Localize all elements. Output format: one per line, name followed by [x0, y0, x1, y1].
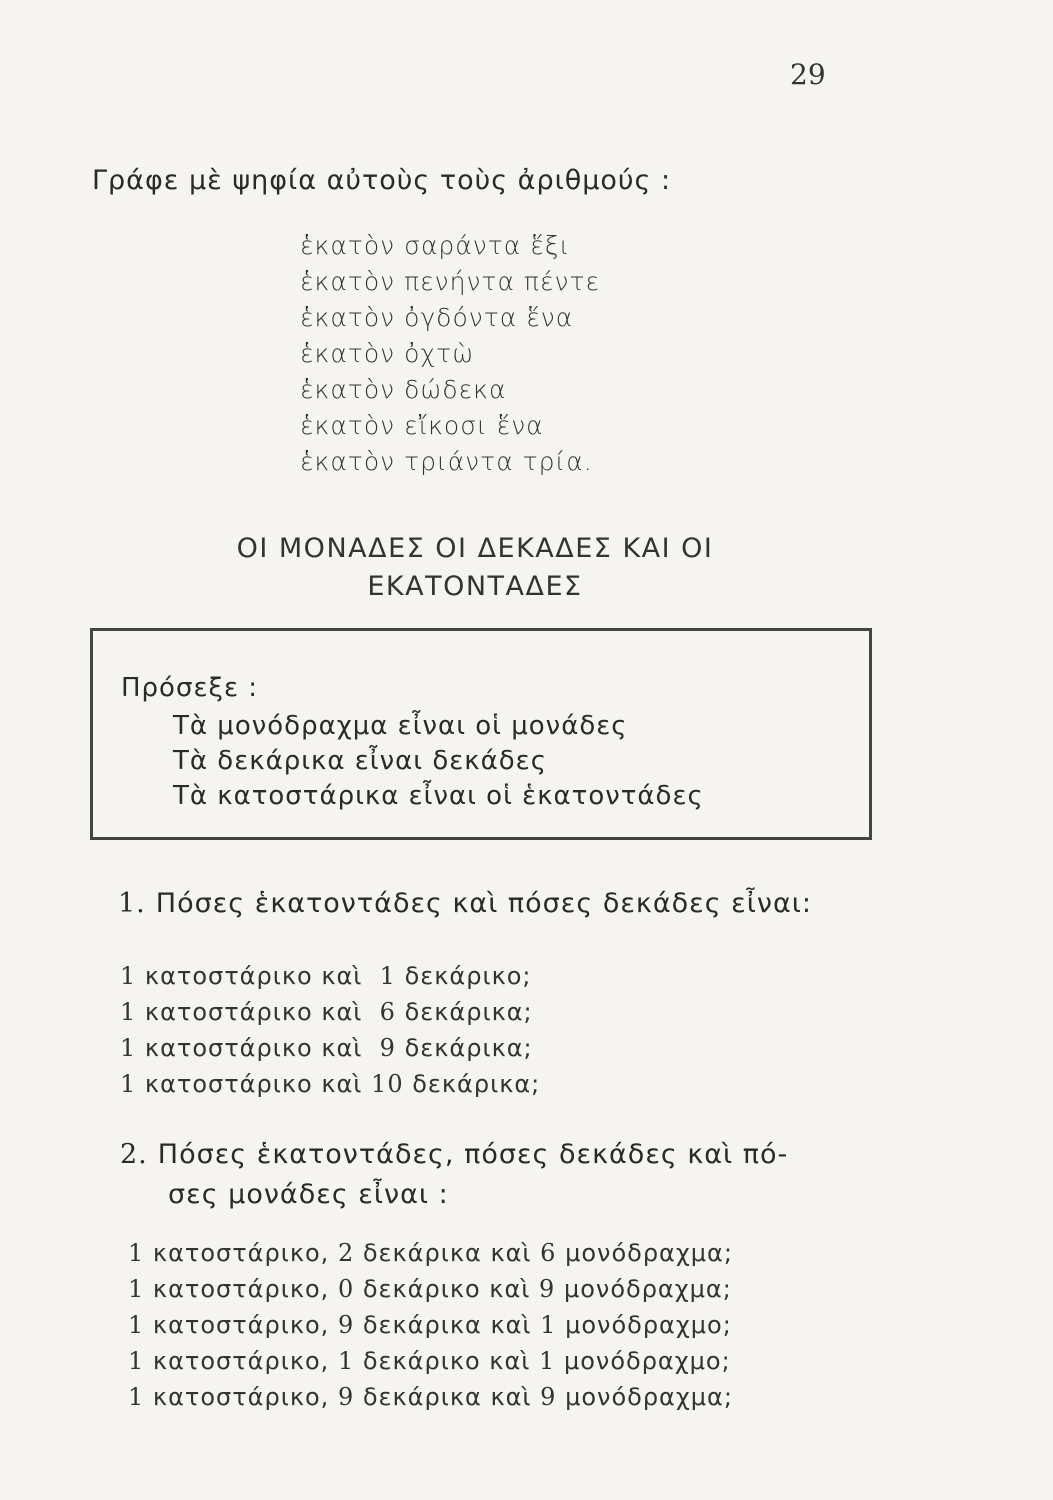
- count: 2: [337, 1239, 355, 1267]
- count: 1: [540, 1311, 557, 1339]
- question-1: [118, 888, 812, 919]
- list-item: [120, 1066, 540, 1102]
- number-words-list: [300, 228, 600, 480]
- count: 1: [120, 962, 137, 990]
- count: 1: [120, 1034, 137, 1062]
- item-text: κατοστάρικο καὶ: [144, 1034, 363, 1062]
- list-item: [128, 1235, 733, 1271]
- item-text: μονόδραχμα;: [565, 1383, 733, 1411]
- count: 1: [120, 1070, 137, 1098]
- count: 1: [379, 962, 396, 990]
- count: 1: [128, 1311, 145, 1339]
- list-item: ἑκατὸν ὀχτὼ: [300, 339, 475, 368]
- list-item: ἑκατὸν εἴκοσι ἕνα: [300, 411, 544, 440]
- list-item: [120, 994, 540, 1030]
- notice-box: [90, 628, 872, 840]
- item-text: κατοστάρικο,: [152, 1347, 330, 1375]
- exercise-1-list: [120, 958, 540, 1102]
- question-number: 1.: [118, 888, 146, 919]
- list-item: ἑκατὸν ὀγδόντα ἕνα: [300, 303, 574, 332]
- instruction-heading: Γράφε μὲ ψηφία αὐτοὺς τοὺς ἀριθμούς :: [92, 165, 672, 196]
- item-text: κατοστάρικο,: [152, 1239, 330, 1267]
- list-item: ἑκατὸν δώδεκα: [300, 375, 507, 404]
- list-item: [120, 958, 540, 994]
- list-item: ἑκατὸν σαράντα ἕξι: [300, 231, 571, 260]
- item-text: δεκάρικο;: [404, 962, 532, 990]
- question-text-continuation: σες μονάδες εἶναι :: [168, 1179, 449, 1210]
- section-title-line1: ΟΙ ΜΟΝΑΔΕΣ ΟΙ ΔΕΚΑΔΕΣ ΚΑΙ ΟΙ: [236, 533, 714, 564]
- count: 9: [539, 1275, 556, 1303]
- list-item: ἑκατὸν τριάντα τρία.: [300, 447, 593, 476]
- question-text: Πόσες ἑκατοντάδες καὶ πόσες δεκάδες εἶναι:: [155, 888, 813, 919]
- count: 1: [128, 1383, 145, 1411]
- item-text: κατοστάρικο καὶ: [144, 1070, 363, 1098]
- item-text: δεκάρικα καὶ: [362, 1311, 532, 1339]
- item-text: δεκάρικα;: [404, 998, 533, 1026]
- list-item: [128, 1271, 733, 1307]
- item-text: μονόδραχμο;: [565, 1311, 732, 1339]
- notice-title: Πρόσεξε :: [121, 673, 259, 703]
- section-title: [100, 530, 850, 606]
- item-text: κατοστάρικο,: [152, 1275, 330, 1303]
- count: 9: [379, 1034, 396, 1062]
- question-2: [120, 1135, 788, 1215]
- item-text: δεκάρικα καὶ: [362, 1239, 532, 1267]
- item-text: μονόδραχμο;: [563, 1347, 731, 1375]
- count: 1: [128, 1347, 145, 1375]
- item-text: δεκάρικα;: [404, 1034, 533, 1062]
- notice-line: Τὰ κατοστάρικα εἶναι οἱ ἑκατοντάδες: [173, 781, 704, 811]
- exercise-2-list: [128, 1235, 733, 1415]
- page-number: 29: [790, 58, 826, 91]
- list-item: [120, 1030, 540, 1066]
- item-text: μονόδραχμα;: [565, 1239, 733, 1267]
- item-text: δεκάρικο καὶ: [362, 1275, 531, 1303]
- notice-line: Τὰ μονόδραχμα εἶναι οἱ μονάδες: [173, 711, 628, 741]
- question-number: 2.: [120, 1139, 148, 1170]
- count: 1: [128, 1275, 145, 1303]
- count: 1: [128, 1239, 145, 1267]
- item-text: μονόδραχμα;: [563, 1275, 732, 1303]
- count: 9: [540, 1383, 557, 1411]
- item-text: δεκάρικο καὶ: [362, 1347, 531, 1375]
- count: 10: [371, 1070, 404, 1098]
- item-text: κατοστάρικο καὶ: [144, 998, 363, 1026]
- item-text: κατοστάρικο,: [152, 1383, 330, 1411]
- list-item: [128, 1307, 733, 1343]
- list-item: ἑκατὸν πενήντα πέντε: [300, 267, 601, 296]
- question-text: Πόσες ἑκατοντάδες, πόσες δεκάδες καὶ πό-: [157, 1139, 789, 1170]
- section-title-line2: ΕΚΑΤΟΝΤΑΔΕΣ: [367, 571, 583, 602]
- item-text: κατοστάρικο,: [152, 1311, 330, 1339]
- notice-line: Τὰ δεκάρικα εἶναι δεκάδες: [173, 746, 547, 776]
- item-text: δεκάρικα καὶ: [362, 1383, 532, 1411]
- count: 0: [337, 1275, 355, 1303]
- list-item: [128, 1379, 733, 1415]
- item-text: δεκάρικα;: [412, 1070, 541, 1098]
- count: 6: [379, 998, 396, 1026]
- count: 1: [539, 1347, 556, 1375]
- item-text: κατοστάρικο καὶ: [144, 962, 363, 990]
- count: 1: [120, 998, 137, 1026]
- count: 9: [337, 1311, 355, 1339]
- notice-lines: [173, 709, 704, 814]
- count: 9: [337, 1383, 355, 1411]
- list-item: [128, 1343, 733, 1379]
- count: 6: [540, 1239, 557, 1267]
- count: 1: [337, 1347, 355, 1375]
